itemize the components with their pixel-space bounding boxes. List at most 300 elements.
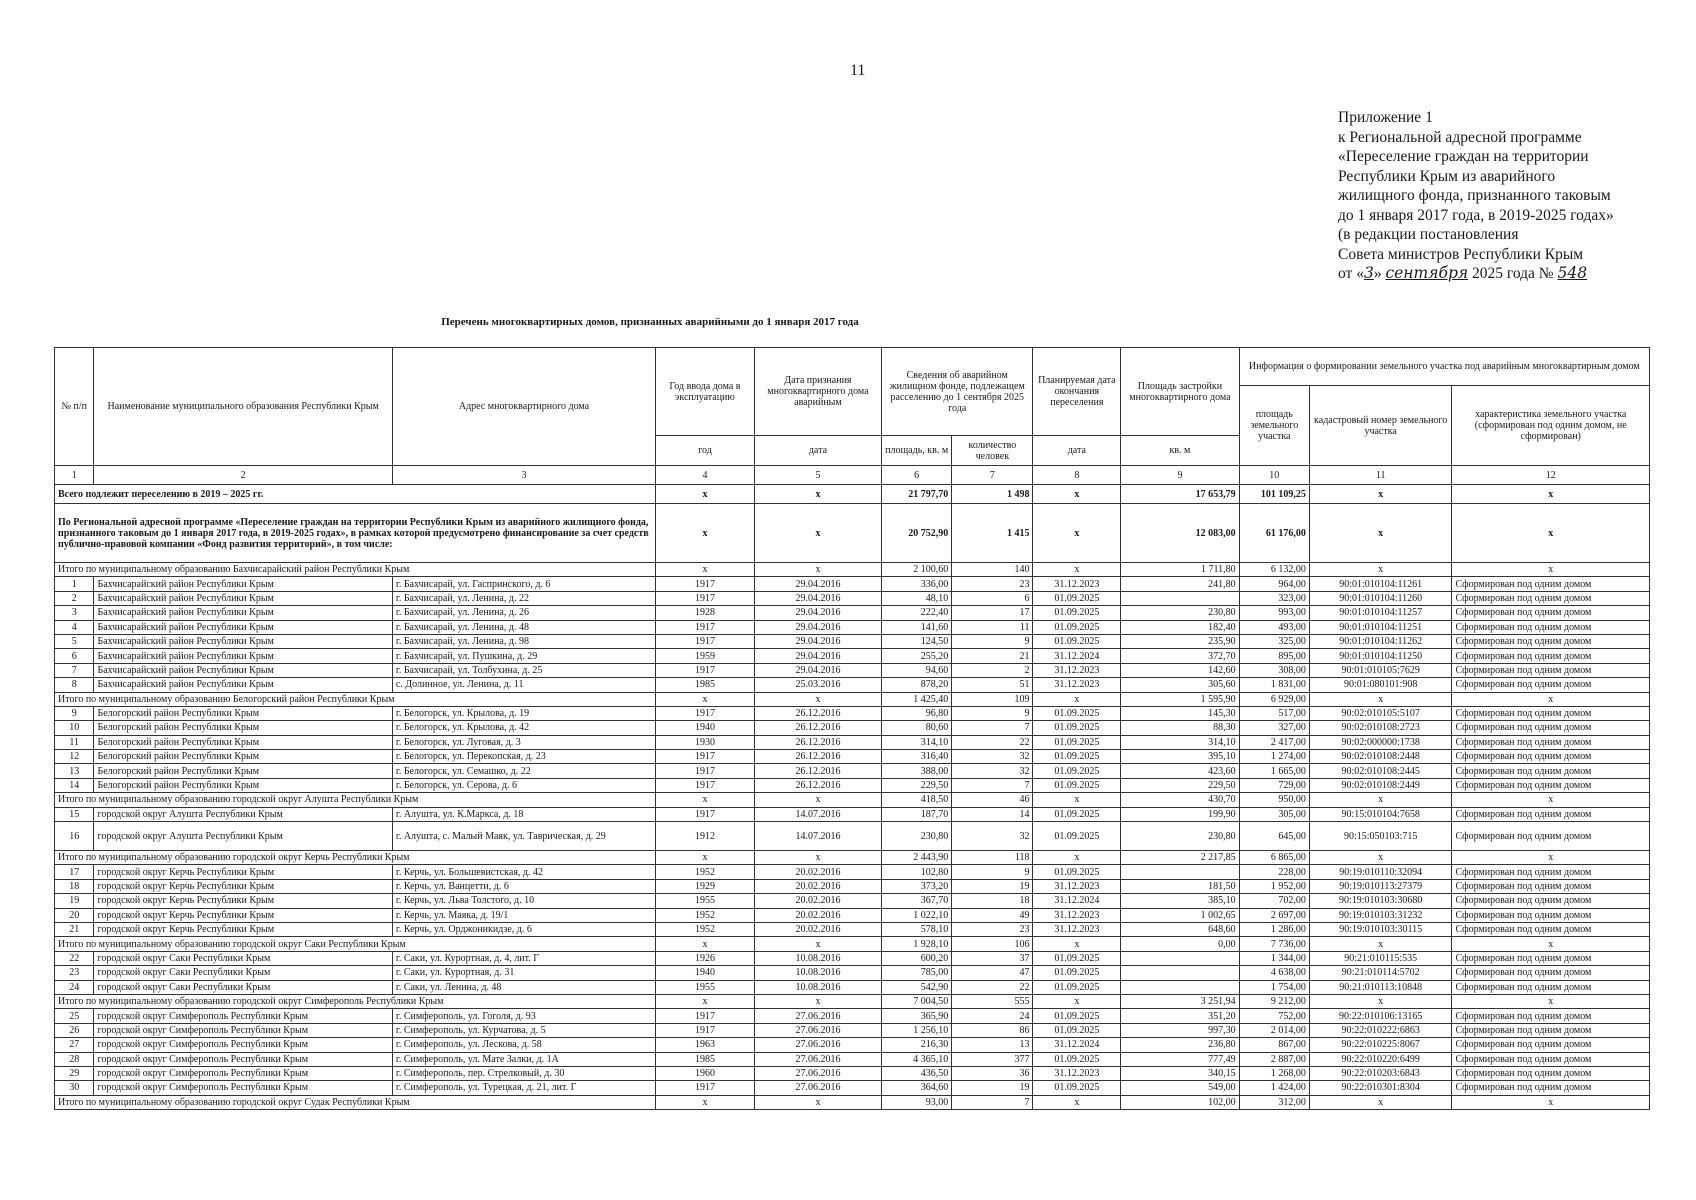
area-cell: 48,10 (882, 591, 952, 605)
building-area-cell: 305,60 (1121, 678, 1239, 692)
people-cell: 22 (952, 980, 1033, 994)
land-char-cell: Сформирован под одним домом (1452, 1052, 1650, 1066)
header-land-area: площадь земельного участка (1239, 386, 1309, 466)
land-area-cell: 308,00 (1239, 663, 1309, 677)
land-area-cell: 895,00 (1239, 649, 1309, 663)
municipality-cell: Бахчисарайский район Республики Крым (94, 663, 392, 677)
address-cell: г. Симферополь, пер. Стрелковый, д. 30 (392, 1066, 655, 1080)
municipality-cell: Бахчисарайский район Республики Крым (94, 577, 392, 591)
unit-date2: дата (1033, 436, 1121, 466)
subtotal-cell: 1 711,80 (1121, 563, 1239, 577)
municipality-cell: Белогорский район Республики Крым (94, 706, 392, 720)
building-area-cell: 199,90 (1121, 807, 1239, 821)
building-area-cell (1121, 591, 1239, 605)
planned-date-cell: 01.09.2025 (1033, 620, 1121, 634)
subtotal-cell: 2 100,60 (882, 563, 952, 577)
year-cell: 1959 (656, 649, 755, 663)
subtotal-cell: x (754, 851, 881, 865)
land-area-cell: 867,00 (1239, 1038, 1309, 1052)
table-row (55, 1052, 1650, 1066)
people-cell: 24 (952, 1009, 1033, 1023)
subtotal-cell: 7 (952, 1095, 1033, 1109)
land-area-cell: 729,00 (1239, 778, 1309, 792)
header-emergency-date: Дата признания многоквартирного дома аварийным (754, 348, 881, 436)
land-char-cell: Сформирован под одним домом (1452, 750, 1650, 764)
land-area-cell: 1 665,00 (1239, 764, 1309, 778)
subtotal-cell: x (1452, 937, 1650, 951)
land-area-cell: 228,00 (1239, 865, 1309, 879)
row-num: 21 (55, 922, 94, 936)
cadastral-cell: 90:22:010225:8067 (1309, 1038, 1452, 1052)
address-cell: г. Белогорск, ул. Серова, д. 6 (392, 778, 655, 792)
area-cell: 255,20 (882, 649, 952, 663)
document-title: Перечень многоквартирных домов, признанных аварийными до 1 января 2017 года (441, 316, 859, 328)
land-char-cell: Сформирован под одним домом (1452, 922, 1650, 936)
unit-year: год (656, 436, 755, 466)
municipality-cell: Белогорский район Республики Крым (94, 750, 392, 764)
subtotal-cell: 1 595,90 (1121, 692, 1239, 706)
subtotal-cell: 93,00 (882, 1095, 952, 1109)
emergency-date-cell: 10.08.2016 (754, 966, 881, 980)
subtotal-cell: x (1033, 851, 1121, 865)
date-suffix: 2025 года № (1468, 265, 1558, 282)
subtotal-cell: x (656, 793, 755, 807)
row-num: 25 (55, 1009, 94, 1023)
emergency-date-cell: 29.04.2016 (754, 591, 881, 605)
municipality-cell: Белогорский район Республики Крым (94, 764, 392, 778)
subtotal-row (55, 563, 1650, 577)
cadastral-cell: 90:22:010222:6863 (1309, 1023, 1452, 1037)
address-cell: г. Симферополь, ул. Гоголя, д. 93 (392, 1009, 655, 1023)
table-row (55, 865, 1650, 879)
col-number: 4 (656, 466, 755, 485)
emergency-date-cell: 20.02.2016 (754, 879, 881, 893)
address-cell: г. Белогорск, ул. Крылова, д. 19 (392, 706, 655, 720)
land-area-cell: 1 274,00 (1239, 750, 1309, 764)
appendix-line: Приложение 1 (1338, 109, 1433, 126)
land-area-cell: 1 952,00 (1239, 879, 1309, 893)
building-area-cell: 997,30 (1121, 1023, 1239, 1037)
cadastral-cell: 90:02:010108:2449 (1309, 778, 1452, 792)
emergency-date-cell: 27.06.2016 (754, 1023, 881, 1037)
emergency-date-cell: 27.06.2016 (754, 1052, 881, 1066)
land-char-cell: Сформирован под одним домом (1452, 822, 1650, 851)
year-cell: 1917 (656, 764, 755, 778)
program-cell: 1 415 (952, 504, 1033, 563)
header-building-area: Площадь застройки многоквартирного дома (1121, 348, 1239, 436)
municipality-cell: Белогорский район Республики Крым (94, 721, 392, 735)
date-prefix: от « (1338, 265, 1364, 282)
cadastral-cell: 90:21:010114:5702 (1309, 966, 1452, 980)
emergency-date-cell: 27.06.2016 (754, 1066, 881, 1080)
land-char-cell: Сформирован под одним домом (1452, 721, 1650, 735)
subtotal-cell: x (1033, 563, 1121, 577)
subtotal-cell: 555 (952, 994, 1033, 1008)
emergency-date-cell: 27.06.2016 (754, 1009, 881, 1023)
row-num: 28 (55, 1052, 94, 1066)
subtotal-label: Итого по муниципальному образованию городской округ Керчь Республики Крым (55, 851, 656, 865)
row-num: 27 (55, 1038, 94, 1052)
table-row (55, 678, 1650, 692)
planned-date-cell: 01.09.2025 (1033, 1052, 1121, 1066)
unit-sqm: кв. м (1121, 436, 1239, 466)
emergency-date-cell: 20.02.2016 (754, 894, 881, 908)
table-row (55, 1023, 1650, 1037)
municipality-cell: городской округ Симферополь Республики Крым (94, 1081, 392, 1095)
building-area-cell: 372,70 (1121, 649, 1239, 663)
land-char-cell: Сформирован под одним домом (1452, 577, 1650, 591)
land-char-cell: Сформирован под одним домом (1452, 1038, 1650, 1052)
land-area-cell: 1 344,00 (1239, 951, 1309, 965)
year-cell: 1917 (656, 1023, 755, 1037)
table-row (55, 649, 1650, 663)
people-cell: 21 (952, 649, 1033, 663)
emergency-date-cell: 29.04.2016 (754, 577, 881, 591)
table-row (55, 879, 1650, 893)
emergency-date-cell: 10.08.2016 (754, 980, 881, 994)
emergency-date-cell: 29.04.2016 (754, 649, 881, 663)
planned-date-cell: 01.09.2025 (1033, 634, 1121, 648)
program-cell: x (1309, 504, 1452, 563)
people-cell: 11 (952, 620, 1033, 634)
subtotal-cell: x (656, 1095, 755, 1109)
people-cell: 13 (952, 1038, 1033, 1052)
subtotal-cell: x (1033, 793, 1121, 807)
land-area-cell: 2 014,00 (1239, 1023, 1309, 1037)
table-row (55, 735, 1650, 749)
program-cell: x (754, 504, 881, 563)
land-area-cell: 1 424,00 (1239, 1081, 1309, 1095)
row-num: 15 (55, 807, 94, 821)
municipality-cell: Белогорский район Республики Крым (94, 778, 392, 792)
table-row (55, 706, 1650, 720)
area-cell: 1 256,10 (882, 1023, 952, 1037)
row-num: 17 (55, 865, 94, 879)
row-num: 1 (55, 577, 94, 591)
year-cell: 1985 (656, 678, 755, 692)
cadastral-cell: 90:01:010104:11250 (1309, 649, 1452, 663)
subtotal-cell: x (1309, 851, 1452, 865)
address-cell: г. Бахчисарай, ул. Толбухина, д. 25 (392, 663, 655, 677)
col-number: 10 (1239, 466, 1309, 485)
cadastral-cell: 90:19:010103:30115 (1309, 922, 1452, 936)
row-num: 20 (55, 908, 94, 922)
header-year: Год ввода дома в эксплуатацию (656, 348, 755, 436)
subtotal-cell: x (1452, 1095, 1650, 1109)
appendix-line: Совета министров Республики Крым (1338, 245, 1584, 263)
unit-people: количество человек (952, 436, 1033, 466)
year-cell: 1985 (656, 1052, 755, 1066)
subtotal-cell: x (1309, 937, 1452, 951)
houses-table (54, 347, 1650, 1110)
header-municipality: Наименование муниципального образования Республики Крым (94, 348, 392, 466)
header-planned-date: Планируемая дата окончания переселения (1033, 348, 1121, 436)
address-cell: г. Саки, ул. Курортная, д. 4, лит. Г (392, 951, 655, 965)
address-cell: г. Белогорск, ул. Семашко, д. 22 (392, 764, 655, 778)
subtotal-cell: x (754, 692, 881, 706)
planned-date-cell: 01.09.2025 (1033, 606, 1121, 620)
subtotal-cell: 312,00 (1239, 1095, 1309, 1109)
people-cell: 32 (952, 764, 1033, 778)
year-cell: 1926 (656, 951, 755, 965)
subtotal-row (55, 692, 1650, 706)
planned-date-cell: 31.12.2023 (1033, 1066, 1121, 1080)
subtotal-cell: 7 004,50 (882, 994, 952, 1008)
row-num: 7 (55, 663, 94, 677)
subtotal-row (55, 994, 1650, 1008)
cadastral-cell: 90:19:010103:31232 (1309, 908, 1452, 922)
address-cell: г. Бахчисарай, ул. Ленина, д. 26 (392, 606, 655, 620)
land-char-cell: Сформирован под одним домом (1452, 1081, 1650, 1095)
land-area-cell: 1 831,00 (1239, 678, 1309, 692)
row-num: 16 (55, 822, 94, 851)
land-area-cell: 1 286,00 (1239, 922, 1309, 936)
year-cell: 1960 (656, 1066, 755, 1080)
handwritten-day: 3 (1363, 264, 1374, 282)
area-cell: 102,80 (882, 865, 952, 879)
subtotal-cell: x (656, 994, 755, 1008)
subtotal-cell: 0,00 (1121, 937, 1239, 951)
municipality-cell: Белогорский район Республики Крым (94, 735, 392, 749)
col-number: 12 (1452, 466, 1650, 485)
land-area-cell: 325,00 (1239, 634, 1309, 648)
cadastral-cell: 90:22:010220:6499 (1309, 1052, 1452, 1066)
cadastral-cell: 90:01:010104:11260 (1309, 591, 1452, 605)
emergency-date-cell: 26.12.2016 (754, 721, 881, 735)
program-cell: x (1452, 504, 1650, 563)
emergency-date-cell: 29.04.2016 (754, 606, 881, 620)
address-cell: г. Алушта, ул. К.Маркса, д. 18 (392, 807, 655, 821)
planned-date-cell: 31.12.2024 (1033, 649, 1121, 663)
program-cell: 12 083,00 (1121, 504, 1239, 563)
subtotal-cell: 1 928,10 (882, 937, 952, 951)
area-cell: 4 365,10 (882, 1052, 952, 1066)
cadastral-cell: 90:01:010104:11257 (1309, 606, 1452, 620)
building-area-cell: 241,80 (1121, 577, 1239, 591)
emergency-date-cell: 25.03.2016 (754, 678, 881, 692)
planned-date-cell: 31.12.2023 (1033, 577, 1121, 591)
subtotal-cell: x (1452, 793, 1650, 807)
year-cell: 1917 (656, 706, 755, 720)
land-char-cell: Сформирован под одним домом (1452, 606, 1650, 620)
land-char-cell: Сформирован под одним домом (1452, 706, 1650, 720)
land-area-cell: 1 268,00 (1239, 1066, 1309, 1080)
land-char-cell: Сформирован под одним домом (1452, 966, 1650, 980)
table-row (55, 807, 1650, 821)
people-cell: 14 (952, 807, 1033, 821)
year-cell: 1917 (656, 778, 755, 792)
total-cell: x (1309, 485, 1452, 504)
emergency-date-cell: 14.07.2016 (754, 807, 881, 821)
address-cell: г. Бахчисарай, ул. Ленина, д. 98 (392, 634, 655, 648)
subtotal-cell: x (656, 851, 755, 865)
col-number: 11 (1309, 466, 1452, 485)
emergency-date-cell: 26.12.2016 (754, 750, 881, 764)
planned-date-cell: 01.09.2025 (1033, 980, 1121, 994)
subtotal-cell: x (656, 692, 755, 706)
planned-date-cell: 31.12.2023 (1033, 663, 1121, 677)
area-cell: 1 022,10 (882, 908, 952, 922)
land-area-cell: 993,00 (1239, 606, 1309, 620)
planned-date-cell: 01.09.2025 (1033, 778, 1121, 792)
appendix-line: до 1 января 2017 года, в 2019-2025 годах» (1338, 206, 1614, 224)
land-char-cell: Сформирован под одним домом (1452, 778, 1650, 792)
planned-date-cell: 01.09.2025 (1033, 764, 1121, 778)
building-area-cell (1121, 951, 1239, 965)
municipality-cell: городской округ Керчь Республики Крым (94, 879, 392, 893)
area-cell: 316,40 (882, 750, 952, 764)
cadastral-cell: 90:02:010108:2723 (1309, 721, 1452, 735)
subtotal-label: Итого по муниципальному образованию Белогорский район Республики Крым (55, 692, 656, 706)
land-char-cell: Сформирован под одним домом (1452, 649, 1650, 663)
subtotal-cell: 418,50 (882, 793, 952, 807)
emergency-date-cell: 20.02.2016 (754, 865, 881, 879)
planned-date-cell: 31.12.2024 (1033, 1038, 1121, 1052)
row-num: 9 (55, 706, 94, 720)
address-cell: г. Белогорск, ул. Луговая, д. 3 (392, 735, 655, 749)
planned-date-cell: 01.09.2025 (1033, 822, 1121, 851)
land-area-cell: 4 638,00 (1239, 966, 1309, 980)
total-cell: 21 797,70 (882, 485, 952, 504)
total-cell: 1 498 (952, 485, 1033, 504)
address-cell: г. Керчь, ул. Большевистская, д. 42 (392, 865, 655, 879)
subtotal-cell: x (1033, 994, 1121, 1008)
people-cell: 17 (952, 606, 1033, 620)
subtotal-row (55, 851, 1650, 865)
land-area-cell: 645,00 (1239, 822, 1309, 851)
building-area-cell: 385,10 (1121, 894, 1239, 908)
subtotal-cell: x (656, 563, 755, 577)
planned-date-cell: 31.12.2023 (1033, 922, 1121, 936)
table-row (55, 908, 1650, 922)
people-cell: 49 (952, 908, 1033, 922)
col-number: 1 (55, 466, 94, 485)
area-cell: 94,60 (882, 663, 952, 677)
building-area-cell: 777,49 (1121, 1052, 1239, 1066)
area-cell: 222,40 (882, 606, 952, 620)
people-cell: 86 (952, 1023, 1033, 1037)
year-cell: 1917 (656, 807, 755, 821)
header-info-fund: Сведения об аварийном жилищном фонде, подлежащем расселению до 1 сентября 2025 года (882, 348, 1033, 436)
building-area-cell: 549,00 (1121, 1081, 1239, 1095)
people-cell: 2 (952, 663, 1033, 677)
subtotal-cell: x (1452, 994, 1650, 1008)
col-number: 6 (882, 466, 952, 485)
row-num: 5 (55, 634, 94, 648)
year-cell: 1917 (656, 1009, 755, 1023)
people-cell: 47 (952, 966, 1033, 980)
land-area-cell: 2 887,00 (1239, 1052, 1309, 1066)
land-char-cell: Сформирован под одним домом (1452, 634, 1650, 648)
planned-date-cell: 01.09.2025 (1033, 966, 1121, 980)
planned-date-cell: 31.12.2023 (1033, 879, 1121, 893)
cadastral-cell: 90:15:010104:7658 (1309, 807, 1452, 821)
building-area-cell: 351,20 (1121, 1009, 1239, 1023)
table-row (55, 663, 1650, 677)
land-char-cell: Сформирован под одним домом (1452, 1066, 1650, 1080)
emergency-date-cell: 26.12.2016 (754, 735, 881, 749)
area-cell: 314,10 (882, 735, 952, 749)
planned-date-cell: 01.09.2025 (1033, 1023, 1121, 1037)
land-area-cell: 702,00 (1239, 894, 1309, 908)
subtotal-cell: 46 (952, 793, 1033, 807)
planned-date-cell: 01.09.2025 (1033, 735, 1121, 749)
total-cell: 17 653,79 (1121, 485, 1239, 504)
table-row (55, 966, 1650, 980)
people-cell: 7 (952, 721, 1033, 735)
row-num: 14 (55, 778, 94, 792)
people-cell: 6 (952, 591, 1033, 605)
area-cell: 141,60 (882, 620, 952, 634)
land-area-cell: 493,00 (1239, 620, 1309, 634)
building-area-cell: 229,50 (1121, 778, 1239, 792)
table-row (55, 778, 1650, 792)
land-char-cell: Сформирован под одним домом (1452, 1009, 1650, 1023)
subtotal-cell: 6 132,00 (1239, 563, 1309, 577)
appendix-block (1338, 108, 1650, 284)
program-row (55, 504, 1650, 563)
col-number: 8 (1033, 466, 1121, 485)
emergency-date-cell: 26.12.2016 (754, 778, 881, 792)
land-char-cell: Сформирован под одним домом (1452, 865, 1650, 879)
cadastral-cell: 90:01:010104:11262 (1309, 634, 1452, 648)
program-cell: x (656, 504, 755, 563)
land-char-cell: Сформирован под одним домом (1452, 620, 1650, 634)
row-num: 13 (55, 764, 94, 778)
emergency-date-cell: 26.12.2016 (754, 764, 881, 778)
emergency-date-cell: 14.07.2016 (754, 822, 881, 851)
building-area-cell: 340,15 (1121, 1066, 1239, 1080)
cadastral-cell: 90:22:010301:8304 (1309, 1081, 1452, 1095)
address-cell: г. Белогорск, ул. Крылова, д. 42 (392, 721, 655, 735)
appendix-line: Республики Крым из аварийного (1338, 167, 1556, 185)
year-cell: 1917 (656, 1081, 755, 1095)
planned-date-cell: 01.09.2025 (1033, 706, 1121, 720)
area-cell: 542,90 (882, 980, 952, 994)
year-cell: 1912 (656, 822, 755, 851)
row-num: 24 (55, 980, 94, 994)
subtotal-cell: x (1452, 851, 1650, 865)
municipality-cell: Бахчисарайский район Республики Крым (94, 678, 392, 692)
building-area-cell (1121, 865, 1239, 879)
program-label: По Региональной адресной программе «Переселение граждан на территории Республики Крым из аварийного жилищного фонда, признанного таковым до 1 января 2017 года, в 2019-2025 годах», в рамках которой предусмотрено финансирование за счет средств публично-правовой компании «Фонд развития территорий», в том числе: (55, 504, 656, 563)
subtotal-cell: 430,70 (1121, 793, 1239, 807)
year-cell: 1955 (656, 980, 755, 994)
land-area-cell: 2 697,00 (1239, 908, 1309, 922)
table-row (55, 1081, 1650, 1095)
appendix-line: «Переселение граждан на территории (1338, 148, 1589, 165)
municipality-cell: городской округ Симферополь Республики Крым (94, 1009, 392, 1023)
cadastral-cell: 90:19:010110:32094 (1309, 865, 1452, 879)
subtotal-label: Итого по муниципальному образованию городской округ Саки Республики Крым (55, 937, 656, 951)
year-cell: 1917 (656, 620, 755, 634)
table-row (55, 591, 1650, 605)
address-cell: г. Бахчисарай, ул. Гаспринского, д. 6 (392, 577, 655, 591)
row-num: 29 (55, 1066, 94, 1080)
subtotal-cell: x (1452, 563, 1650, 577)
municipality-cell: Бахчисарайский район Республики Крым (94, 606, 392, 620)
handwritten-doc-number: 548 (1557, 264, 1588, 282)
area-cell: 124,50 (882, 634, 952, 648)
building-area-cell: 235,90 (1121, 634, 1239, 648)
area-cell: 600,20 (882, 951, 952, 965)
year-cell: 1955 (656, 894, 755, 908)
cadastral-cell: 90:02:010105:5107 (1309, 706, 1452, 720)
area-cell: 230,80 (882, 822, 952, 851)
area-cell: 365,90 (882, 1009, 952, 1023)
year-cell: 1928 (656, 606, 755, 620)
area-cell: 878,20 (882, 678, 952, 692)
